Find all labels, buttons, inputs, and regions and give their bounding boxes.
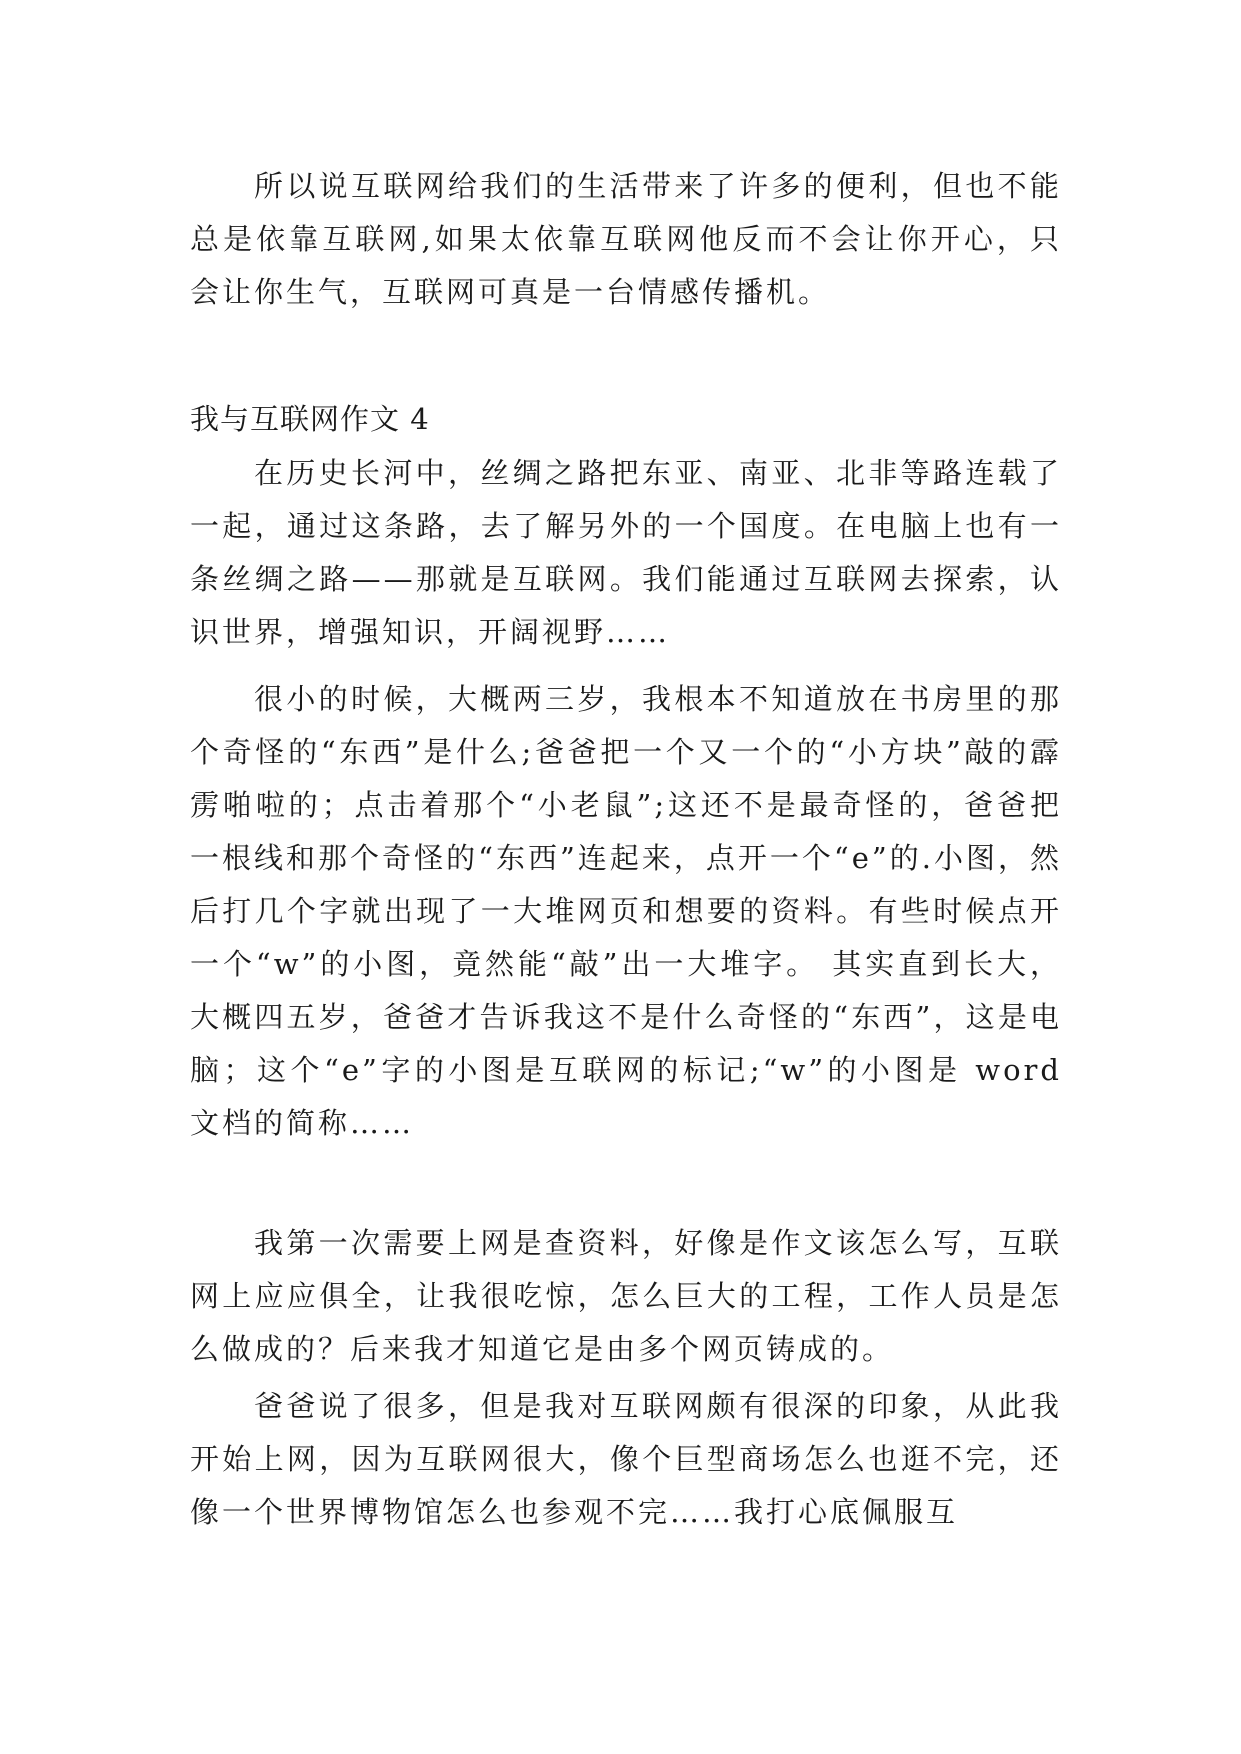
paragraph-conclusion: 所以说互联网给我们的生活带来了许多的便利，但也不能总是依靠互联网,如果太依靠互联网他反而不会让你开心，只会让你生气，互联网可真是一台情感传播机。 (190, 169, 1062, 309)
essay-heading: 我与互联网作文 4 (190, 402, 430, 436)
paragraph-impression: 爸爸说了很多，但是我对互联网颇有很深的印象，从此我开始上网，因为互联网很大，像个巨型商场怎么也逛不完，还像一个世界博物馆怎么也参观不完……我打心底佩服互 (190, 1389, 1062, 1529)
paragraph-silk-road: 在历史长河中，丝绸之路把东亚、南亚、北非等路连载了一起，通过这条路，去了解另外的一个国度。在电脑上也有一条丝绸之路——那就是互联网。我们能通过互联网去探索，认识世界，增强知识，开阔视野…… (190, 456, 1062, 649)
paragraph-childhood: 很小的时候，大概两三岁，我根本不知道放在书房里的那个奇怪的“东西”是什么;爸爸把一个又一个的“小方块”敲的霹雳啪啦的；点击着那个“小老鼠”;这还不是最奇怪的，爸爸把一根线和那个奇怪的“东西”连起来，点开一个“e”的.小图，然后打几个字就出现了一大堆网页和想要的资料。有些时候点开一个“w”的小图，竟然能“敲”出一大堆字。 其实直到长大，大概四五岁，爸爸才告诉我这不是什么奇怪的“东西”，这是电脑；这个“e”字的小图是互联网的标记;“w”的小图是 word 文档的简称…… (190, 682, 1062, 1140)
paragraph-first-online: 我第一次需要上网是查资料，好像是作文该怎么写，互联网上应应俱全，让我很吃惊，怎么巨大的工程，工作人员是怎么做成的？后来我才知道它是由多个网页铸成的。 (190, 1226, 1062, 1366)
